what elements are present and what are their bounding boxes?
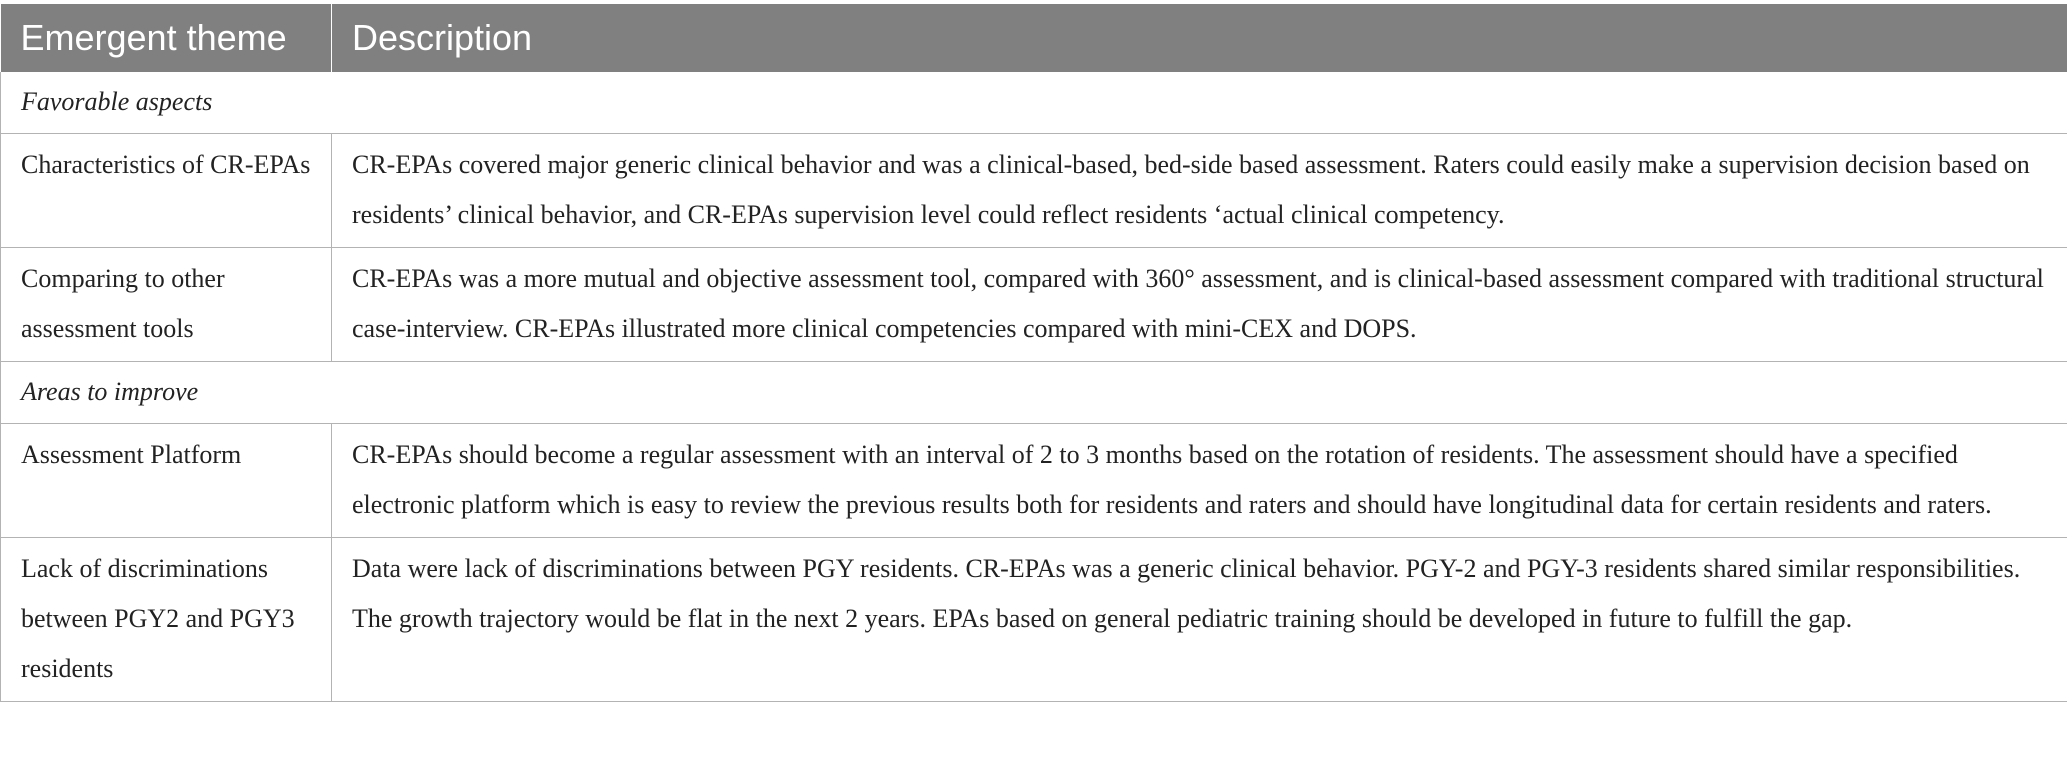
header-row [1,4,2067,72]
themes-table-container [0,4,2067,702]
table-row [1,134,2067,248]
header-emergent-theme: Emergent theme [1,4,332,72]
table-body [1,72,2067,702]
table-row [1,538,2067,702]
theme-cell: Characteristics of CR-EPAs [1,134,332,248]
table-row [1,424,2067,538]
themes-table [0,4,2067,702]
section-title: Areas to improve [1,362,2067,424]
header-description: Description [332,4,2067,72]
description-cell: CR-EPAs was a more mutual and objective assessment tool, compared with 360° assessment, and is clinical-based assessment compared with traditional structural case-interview. CR-EPAs illustrated more clinical competencies compared with mini-CEX and DOPS. [332,248,2067,362]
section-title: Favorable aspects [1,72,2067,134]
theme-cell: Lack of discriminations between PGY2 and PGY3 residents [1,538,332,702]
theme-cell: Assessment Platform [1,424,332,538]
description-cell: CR-EPAs covered major generic clinical behavior and was a clinical-based, bed-side based assessment. Raters could easily make a supervision decision based on residents’ clinical behavior, and CR-EPAs supervision level could reflect residents ‘actual clinical competency. [332,134,2067,248]
description-cell: Data were lack of discriminations between PGY residents. CR-EPAs was a generic clinical behavior. PGY-2 and PGY-3 residents shared similar responsibilities. The growth trajectory would be flat in the next 2 years. EPAs based on general pediatric training should be developed in future to fulfill the gap. [332,538,2067,702]
table-row [1,248,2067,362]
section-row-favorable-aspects [1,72,2067,134]
table-header [1,4,2067,72]
description-cell: CR-EPAs should become a regular assessment with an interval of 2 to 3 months based on the rotation of residents. The assessment should have a specified electronic platform which is easy to review the previous results both for residents and raters and should have longitudinal data for certain residents and raters. [332,424,2067,538]
theme-cell: Comparing to other assessment tools [1,248,332,362]
section-row-areas-to-improve [1,362,2067,424]
